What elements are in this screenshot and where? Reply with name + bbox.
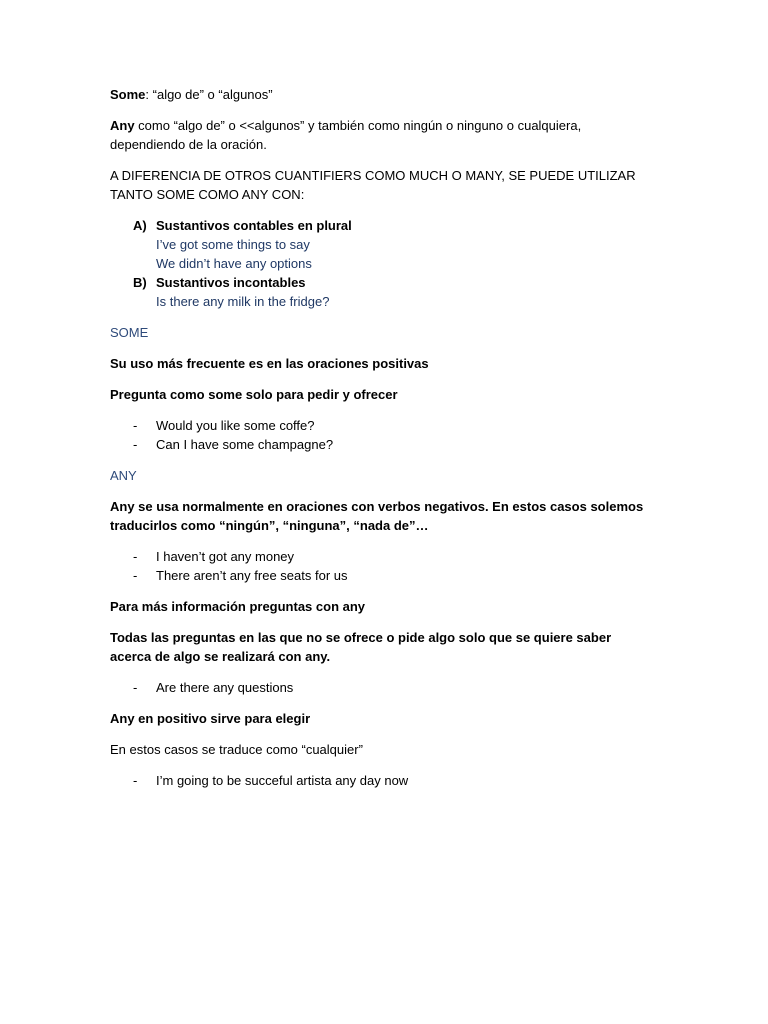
- dash-marker: -: [133, 773, 138, 788]
- list-marker-a: A): [133, 218, 147, 233]
- any-definition-text: como “algo de” o <<algunos” y también como ningún o ninguno o cualquiera, dependiendo de la oración.: [110, 118, 582, 152]
- any-rule-negative: Any se usa normalmente en oraciones con verbos negativos. En estos casos solemos traducirlos como “ningún”, “ninguna”, “nada de”…: [110, 499, 644, 533]
- any-rule-questions: Para más información preguntas con any: [110, 599, 366, 614]
- some-definition: [110, 85, 650, 104]
- some-heading: SOME: [110, 325, 149, 340]
- usage-item-a: [110, 216, 650, 273]
- usage-list: [110, 216, 650, 311]
- dash-marker: -: [133, 418, 138, 433]
- some-definition-text: : “algo de” o “algunos”: [145, 87, 273, 102]
- any-translation-note: En estos casos se traduce como “cualquier”: [110, 742, 363, 757]
- example-text: I haven’t got any money: [156, 549, 295, 564]
- any-positive-examples-list: [110, 771, 650, 790]
- any-negative-examples-list: [110, 547, 650, 585]
- some-examples-list: [110, 416, 650, 454]
- any-term: Any: [110, 118, 135, 133]
- any-definition: [110, 116, 650, 154]
- usage-example: We didn’t have any options: [156, 256, 312, 271]
- usage-item-b: [110, 273, 650, 311]
- example-text: I’m going to be succeful artista any day now: [156, 773, 409, 788]
- usage-title-a: Sustantivos contables en plural: [156, 218, 352, 233]
- some-rule-positive: Su uso más frecuente es en las oraciones positivas: [110, 356, 429, 371]
- dash-marker: -: [133, 437, 138, 452]
- some-term: Some: [110, 87, 146, 102]
- list-item: [110, 771, 650, 790]
- any-heading: ANY: [110, 468, 137, 483]
- list-item: [110, 547, 650, 566]
- example-text: Can I have some champagne?: [156, 437, 334, 452]
- list-item: [110, 435, 650, 454]
- dash-marker: -: [133, 680, 138, 695]
- any-question-examples-list: [110, 678, 650, 697]
- list-marker-b: B): [133, 275, 147, 290]
- example-text: Would you like some coffe?: [156, 418, 315, 433]
- some-rule-offer: Pregunta como some solo para pedir y ofrecer: [110, 387, 398, 402]
- list-item: [110, 416, 650, 435]
- usage-example: I’ve got some things to say: [156, 237, 310, 252]
- dash-marker: -: [133, 549, 138, 564]
- usage-example: Is there any milk in the fridge?: [156, 294, 330, 309]
- usage-title-b: Sustantivos incontables: [156, 275, 306, 290]
- any-rule-all-questions: Todas las preguntas en las que no se ofrece o pide algo solo que se quiere saber acerca de algo se realizará con any.: [110, 630, 612, 664]
- example-text: There aren’t any free seats for us: [156, 568, 348, 583]
- list-item: [110, 566, 650, 585]
- document-page: [110, 85, 650, 802]
- list-item: [110, 678, 650, 697]
- example-text: Are there any questions: [156, 680, 294, 695]
- difference-paragraph: A DIFERENCIA DE OTROS CUANTIFIERS COMO MUCH O MANY, SE PUEDE UTILIZAR TANTO SOME COMO ANY CON:: [110, 168, 636, 202]
- dash-marker: -: [133, 568, 138, 583]
- any-rule-positive: Any en positivo sirve para elegir: [110, 711, 311, 726]
